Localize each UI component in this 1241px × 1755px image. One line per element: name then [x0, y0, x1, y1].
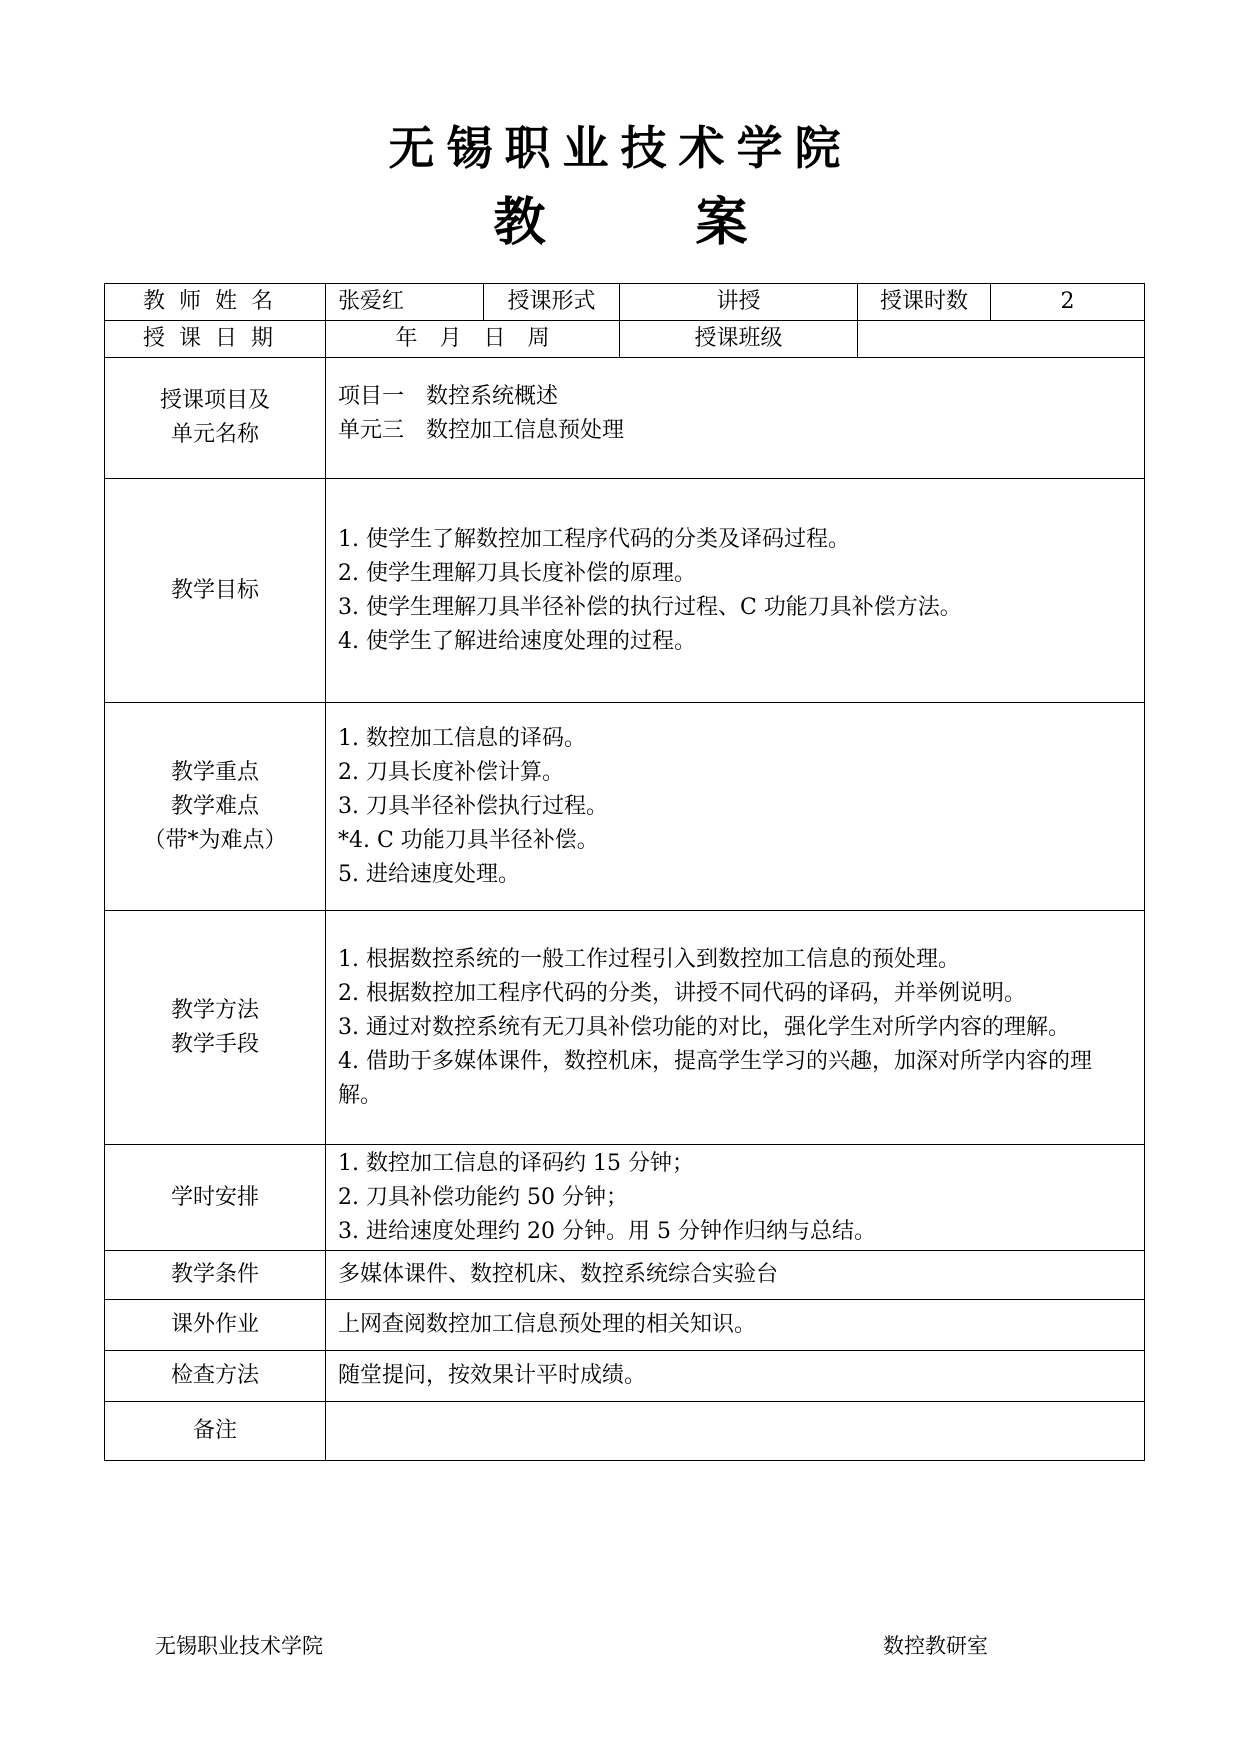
row-focus [105, 703, 1145, 911]
row-methods [105, 911, 1145, 1145]
hours-value: 2 [991, 284, 1145, 321]
focus-item: 5. 进给速度处理。 [338, 861, 520, 887]
method-item: 1. 根据数控系统的一般工作过程引入到数控加工信息的预处理。 [338, 946, 960, 972]
teacher-label: 教师姓名 [105, 284, 326, 321]
date-value: 年 月 日 周 [326, 321, 620, 358]
row-date [105, 321, 1145, 358]
teacher-value: 张爱红 [326, 284, 484, 321]
focus-value [326, 703, 1145, 911]
project-label [105, 358, 326, 479]
schedule-item: 3. 进给速度处理约 20 分钟。用 5 分钟作归纳与总结。 [338, 1218, 876, 1244]
document-title-char-2: 案 [695, 193, 748, 253]
method-item: 2. 根据数控加工程序代码的分类，讲授不同代码的译码，并举例说明。 [338, 980, 1026, 1006]
methods-label-line-2: 教学手段 [170, 1031, 259, 1057]
row-schedule [105, 1145, 1145, 1251]
row-homework [105, 1300, 1145, 1351]
focus-label-line-2: 教学难点 [170, 793, 259, 819]
focus-label [105, 703, 326, 911]
focus-item: *4. C 功能刀具半径补偿。 [338, 827, 599, 853]
schedule-item: 1. 数控加工信息的译码约 15 分钟； [338, 1150, 694, 1176]
schedule-item: 2. 刀具补偿功能约 50 分钟； [338, 1184, 628, 1210]
conditions-label: 教学条件 [105, 1251, 326, 1300]
class-value [858, 321, 1145, 358]
row-remarks [105, 1402, 1145, 1461]
school-title: 无锡职业技术学院 [388, 121, 853, 175]
project-label-line-2: 单元名称 [170, 422, 259, 447]
lesson-plan-table [104, 283, 1145, 1461]
remarks-value [326, 1402, 1145, 1461]
focus-label-line-1: 教学重点 [170, 759, 259, 785]
form-value: 讲授 [620, 284, 858, 321]
methods-value [326, 911, 1145, 1145]
method-item: 3. 通过对数控系统有无刀具补偿功能的对比，强化学生对所学内容的理解。 [338, 1014, 1070, 1040]
row-project [105, 358, 1145, 479]
form-label: 授课形式 [484, 284, 620, 321]
check-value: 随堂提问，按效果计平时成绩。 [326, 1351, 1145, 1402]
focus-item: 3. 刀具半径补偿执行过程。 [338, 793, 608, 819]
check-label: 检查方法 [105, 1351, 326, 1402]
focus-item: 2. 刀具长度补偿计算。 [338, 759, 564, 785]
method-item: 4. 借助于多媒体课件，数控机床，提高学生学习的兴趣，加深对所学内容的理解。 [338, 1048, 1092, 1108]
document-title-char-1: 教 [493, 193, 546, 253]
footer-school: 无锡职业技术学院 [155, 1634, 323, 1658]
goals-value [326, 479, 1145, 703]
goal-item: 3. 使学生理解刀具半径补偿的执行过程、C 功能刀具补偿方法。 [338, 594, 962, 620]
homework-value: 上网查阅数控加工信息预处理的相关知识。 [326, 1300, 1145, 1351]
focus-label-line-3: （带*为难点） [143, 827, 287, 853]
project-line-2: 单元三 数控加工信息预处理 [338, 418, 625, 443]
row-conditions [105, 1251, 1145, 1300]
schedule-label: 学时安排 [105, 1145, 326, 1251]
schedule-value [326, 1145, 1145, 1251]
class-label: 授课班级 [620, 321, 858, 358]
row-check [105, 1351, 1145, 1402]
conditions-value: 多媒体课件、数控机床、数控系统综合实验台 [326, 1251, 1145, 1300]
footer-department: 数控教研室 [883, 1634, 988, 1658]
project-value [326, 358, 1145, 479]
hours-label: 授课时数 [858, 284, 991, 321]
homework-label: 课外作业 [105, 1300, 326, 1351]
row-teacher [105, 284, 1145, 321]
project-label-line-1: 授课项目及 [159, 388, 270, 413]
goal-item: 1. 使学生了解数控加工程序代码的分类及译码过程。 [338, 526, 850, 552]
goals-label: 教学目标 [105, 479, 326, 703]
goal-item: 4. 使学生了解进给速度处理的过程。 [338, 628, 696, 654]
document-title [0, 188, 1241, 258]
remarks-label: 备注 [105, 1402, 326, 1461]
methods-label-line-1: 教学方法 [170, 997, 259, 1023]
project-line-1: 项目一 数控系统概述 [338, 384, 559, 409]
methods-label [105, 911, 326, 1145]
focus-item: 1. 数控加工信息的译码。 [338, 725, 586, 751]
goal-item: 2. 使学生理解刀具长度补偿的原理。 [338, 560, 696, 586]
row-goals [105, 479, 1145, 703]
date-label: 授课日期 [105, 321, 326, 358]
